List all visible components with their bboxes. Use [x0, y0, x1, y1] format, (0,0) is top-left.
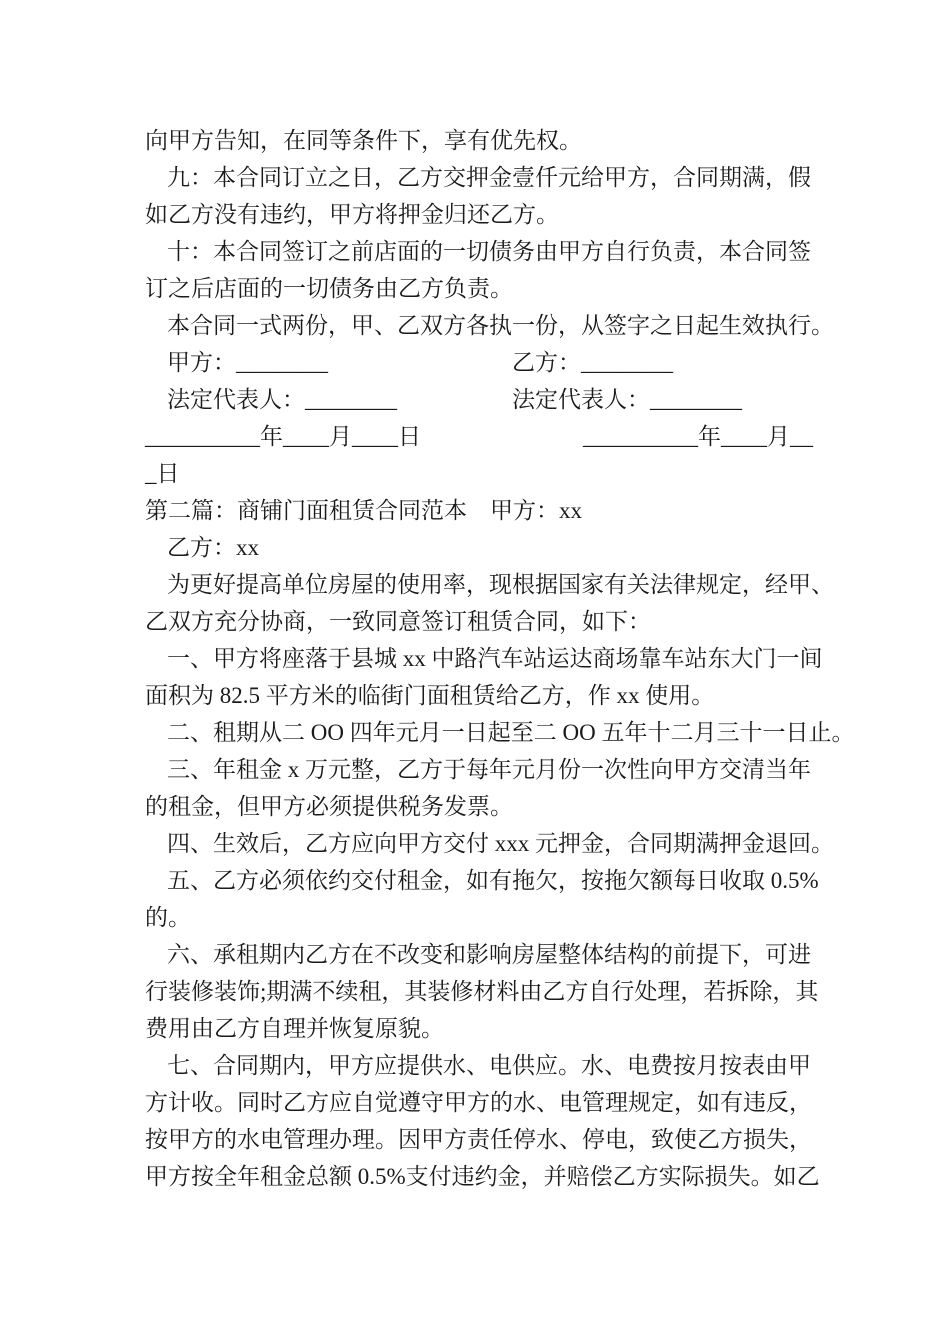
date-row-left: __________年____月____日: [145, 424, 421, 449]
document-line: 为更好提高单位房屋的使用率，现根据国家有关法律规定，经甲、: [167, 572, 834, 597]
legal-representative-row: [145, 381, 845, 418]
date-row: [145, 418, 845, 455]
document-line: 五、乙方必须依约交付租金，如有拖欠，按拖欠额每日收取 0.5%: [167, 868, 819, 893]
document-line: 二、租期从二 OO 四年元月一日起至二 OO 五年十二月三十一日止。: [167, 720, 855, 745]
document-line: 本合同一式两份，甲、乙双方各执一份，从签字之日起生效执行。: [167, 313, 834, 338]
document-line: 第二篇：商铺门面租赁合同范本 甲方：xx: [145, 498, 582, 523]
document-line: 四、生效后，乙方应向甲方交付 xxx 元押金，合同期满押金退回。: [167, 831, 834, 856]
document-line: 的租金，但甲方必须提供税务发票。: [145, 794, 513, 819]
document-line: 乙双方充分协商，一致同意签订租赁合同，如下：: [145, 609, 651, 634]
document-line: 按甲方的水电管理办理。因甲方责任停水、停电，致使乙方损失，: [145, 1127, 812, 1152]
document-line: 方计收。同时乙方应自觉遵守甲方的水、电管理规定，如有违反，: [145, 1090, 812, 1115]
document-line: 向甲方告知，在同等条件下，享有优先权。: [145, 128, 582, 153]
document-line: 七、合同期内，甲方应提供水、电供应。水、电费按月按表由甲: [167, 1053, 811, 1078]
document-line: 甲方按全年租金总额 0.5%支付违约金，并赔偿乙方实际损失。如乙: [145, 1164, 820, 1189]
party-signature-row-right: 乙方：________: [512, 350, 673, 375]
document-line: 六、承租期内乙方在不改变和影响房屋整体结构的前提下，可进: [167, 942, 811, 967]
document-line: 订之后店面的一切债务由乙方负责。: [145, 276, 513, 301]
document-line: _日: [145, 461, 180, 486]
party-signature-row-left: 甲方：________: [167, 350, 328, 375]
document-line: 行装修装饰;期满不续租，其装修材料由乙方自行处理，若拆除，其: [145, 979, 819, 1004]
date-row-right: __________年____月__: [583, 424, 813, 449]
document-line: 乙方：xx: [167, 535, 259, 560]
document-line: 的。: [145, 905, 191, 930]
document-line: 费用由乙方自理并恢复原貌。: [145, 1016, 444, 1041]
legal-representative-row-right: 法定代表人：________: [512, 387, 742, 412]
document-body: [145, 122, 855, 1195]
document-line: 九：本合同订立之日，乙方交押金壹仟元给甲方，合同期满，假: [167, 165, 811, 190]
document-line: 三、年租金 x 万元整，乙方于每年元月份一次性向甲方交清当年: [167, 757, 811, 782]
document-line: 如乙方没有违约，甲方将押金归还乙方。: [145, 202, 559, 227]
document-line: 面积为 82.5 平方米的临街门面租赁给乙方，作 xx 使用。: [145, 683, 715, 708]
document-line: 一、甲方将座落于县城 xx 中路汽车站运达商场靠车站东大门一间: [167, 646, 823, 671]
legal-representative-row-left: 法定代表人：________: [167, 387, 397, 412]
document-line: 十：本合同签订之前店面的一切债务由甲方自行负责，本合同签: [167, 239, 811, 264]
party-signature-row: [145, 344, 845, 381]
